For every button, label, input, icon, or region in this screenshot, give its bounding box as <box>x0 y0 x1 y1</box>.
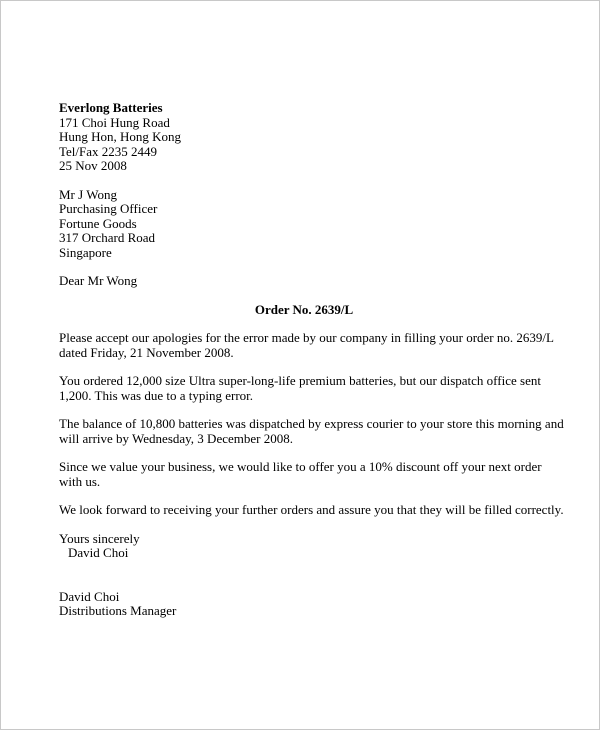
paragraph-line: Since we value your business, we would like to offer you a 10% discount off your next order <box>59 459 542 474</box>
signatory-title: Distributions Manager <box>59 603 177 618</box>
recipient-name: Mr J Wong <box>59 186 117 202</box>
sender-telfax: Tel/Fax 2235 2449 <box>59 143 158 159</box>
paragraph-line: You ordered 12,000 size Ultra super-long-life premium batteries, but our dispatch office sent <box>59 373 541 388</box>
paragraph-apology <box>59 330 554 360</box>
paragraph-closing-remark <box>59 502 564 518</box>
paragraph-dispatch <box>59 416 564 446</box>
recipient-company: Fortune Goods <box>59 215 137 231</box>
paragraph-discount <box>59 460 551 489</box>
paragraph-line: 1,200. This was due to a typing error. <box>59 387 254 403</box>
paragraph-line: The balance of 10,800 batteries was dispatched by express courier to your store this morning and <box>59 416 564 431</box>
sender-company: Everlong Batteries <box>59 100 163 115</box>
salutation: Dear Mr Wong <box>59 273 138 288</box>
letter-date: 25 Nov 2008 <box>59 158 127 173</box>
paragraph-error-details <box>59 374 551 403</box>
closing-block <box>59 532 559 561</box>
complimentary-close: Yours sincerely <box>59 530 140 546</box>
paragraph-line: with us. <box>59 473 101 489</box>
paragraph-line: dated Friday, 21 November 2008. <box>59 344 234 360</box>
paragraph-line: We look forward to receiving your further orders and assure you that they will be filled correctly. <box>59 502 564 517</box>
paragraph-line: will arrive by Wednesday, 3 December 2008. <box>59 430 293 446</box>
subject-line: Order No. 2639/L <box>254 301 354 317</box>
sender-address-line1: 171 Choi Hung Road <box>59 114 170 130</box>
signatory-block <box>59 590 559 619</box>
recipient-address-block <box>59 188 559 261</box>
recipient-city: Singapore <box>59 244 112 260</box>
signature: David Choi <box>68 545 129 560</box>
paragraph-line: Please accept our apologies for the error made by our company in filling your order no. 2639/L <box>59 330 554 345</box>
recipient-street: 317 Orchard Road <box>59 230 156 245</box>
sender-address-line2: Hung Hon, Hong Kong <box>59 129 182 144</box>
sender-address-block <box>59 101 559 174</box>
letter-body <box>59 100 564 619</box>
signatory-name: David Choi <box>59 588 120 604</box>
recipient-title: Purchasing Officer <box>59 201 158 216</box>
